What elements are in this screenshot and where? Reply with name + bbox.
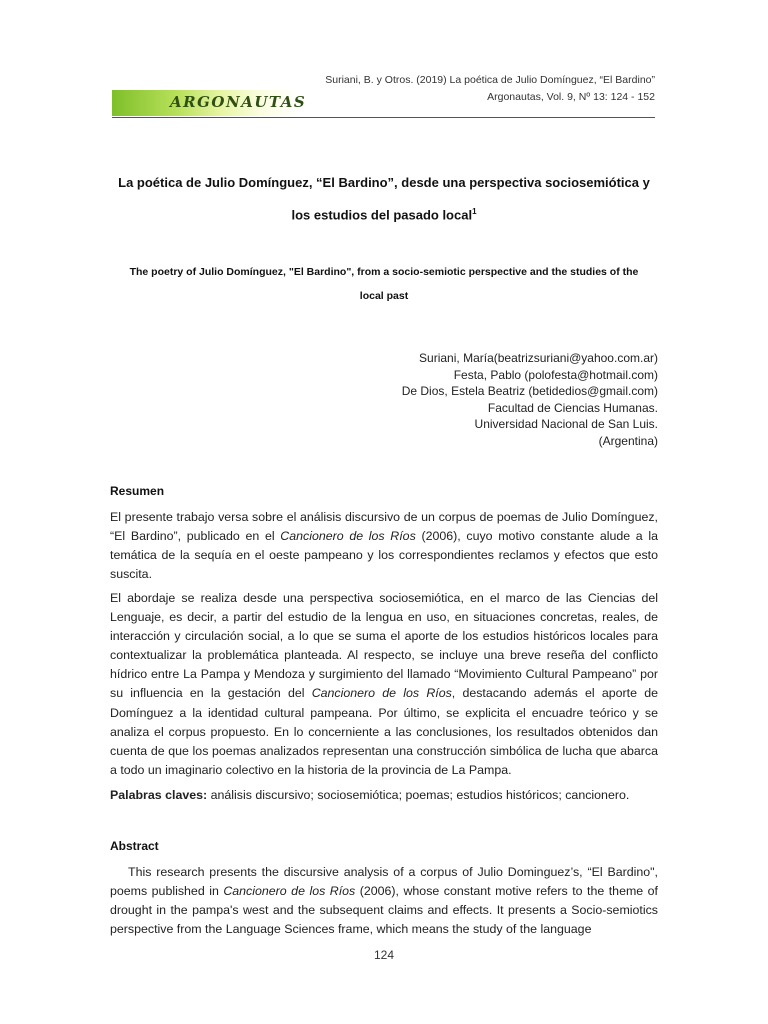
- citation-line-2: Argonautas, Vol. 9, Nº 13: 124 - 152: [487, 91, 655, 103]
- abstract-heading: Abstract: [110, 839, 159, 853]
- citation-line-1: Suriani, B. y Otros. (2019) La poética de Julio Domínguez, “El Bardino”: [325, 74, 655, 86]
- affiliation-line: (Argentina): [598, 433, 658, 448]
- journal-logo-text: ARGONAUTAS: [170, 93, 307, 111]
- resumen-paragraph-1: [110, 508, 658, 584]
- resumen-p2-italic: Cancionero de los Ríos: [311, 686, 452, 701]
- author-line: De Dios, Estela Beatriz (betidedios@gmail.com): [401, 384, 658, 398]
- footnote-marker[interactable]: 1: [472, 207, 477, 216]
- resumen-p1-text-end: (2006), cuyo motivo constante alude a la temática de la sequía en el oeste pampeano y los correspondientes reclamos y efectos que esto suscita.: [110, 529, 659, 582]
- resumen-p2-text-end: , destacando además el aporte de Domínguez a la identidad cultural pampeana. Por último, se explicita el encuadre teórico y se analiza el corpus propuesto. En lo concerniente a las conclusiones, los resultados obtenidos dan cuenta de que los poemas analizados representan una construcción simbólica de lucha que abarca a todo un imaginario colectivo en la historia de la provincia de La Pampa.: [110, 686, 658, 777]
- article-subtitle: [108, 260, 660, 308]
- resumen-heading: Resumen: [110, 484, 165, 498]
- abstract-italic: Cancionero de los Ríos: [223, 884, 356, 899]
- subtitle-line-1: The poetry of Julio Domínguez, "El Bardino", from a socio-semiotic perspective and the studies of the: [129, 266, 639, 278]
- resumen-paragraph-2: [110, 589, 658, 780]
- affiliation-line: Facultad de Ciencias Humanas.: [487, 400, 658, 415]
- title-line-1: La poética de Julio Domínguez, “El Bardino”, desde una perspectiva sociosemiótica y: [118, 175, 650, 190]
- keywords-label: Palabras claves:: [110, 788, 208, 802]
- subtitle-line-2: local past: [359, 290, 409, 302]
- resumen-p2-text: El abordaje se realiza desde una perspectiva sociosemiótica, en el marco de las Ciencias del Lenguaje, es decir, a partir del estudio de la lengua en uso, en situaciones concretas, reales, de interacción y circulación social, a lo que se suma el aporte de los estudios históricos locales para contextualizar la problemática planteada. Al respecto, se incluye una breve reseña del conflicto hídrico entre La Pampa y Mendoza y surgimiento del llamado “Movimiento Cultural Pampeano” por su influencia en la gestación del: [110, 591, 658, 701]
- author-block: [402, 350, 658, 449]
- keywords-list: análisis discursivo; sociosemiótica; poemas; estudios históricos; cancionero.: [207, 788, 630, 802]
- resumen-p1-italic: Cancionero de los Ríos: [280, 529, 416, 544]
- abstract-text-end: (2006), whose constant motive refers to the theme of drought in the pampa's west and the subsequent claims and effects. It presents a Socio-semiotics perspective from the Language Sciences frame, which means the study of the language: [110, 884, 658, 937]
- keywords-paragraph: [110, 786, 658, 805]
- article-title: [108, 168, 660, 229]
- title-line-2: [108, 197, 660, 229]
- author-line: Suriani, María(beatrizsuriani@yahoo.com.ar): [419, 351, 658, 365]
- title-line-2-text: los estudios del pasado local: [291, 207, 473, 223]
- header-divider: [112, 117, 655, 118]
- author-line: Festa, Pablo (polofesta@hotmail.com): [453, 367, 658, 382]
- affiliation-line: Universidad Nacional de San Luis.: [474, 417, 658, 431]
- page-number: 124: [373, 948, 395, 962]
- resumen-p1-text: El presente trabajo versa sobre el análisis discursivo de un corpus de poemas de Julio Domínguez, “El Bardino”, publicado en el: [110, 510, 658, 544]
- journal-logo: [112, 90, 307, 116]
- abstract-paragraph: [110, 863, 658, 939]
- abstract-text: This research presents the discursive analysis of a corpus of Julio Dominguez’s, “El Bardino", poems published in: [110, 865, 658, 899]
